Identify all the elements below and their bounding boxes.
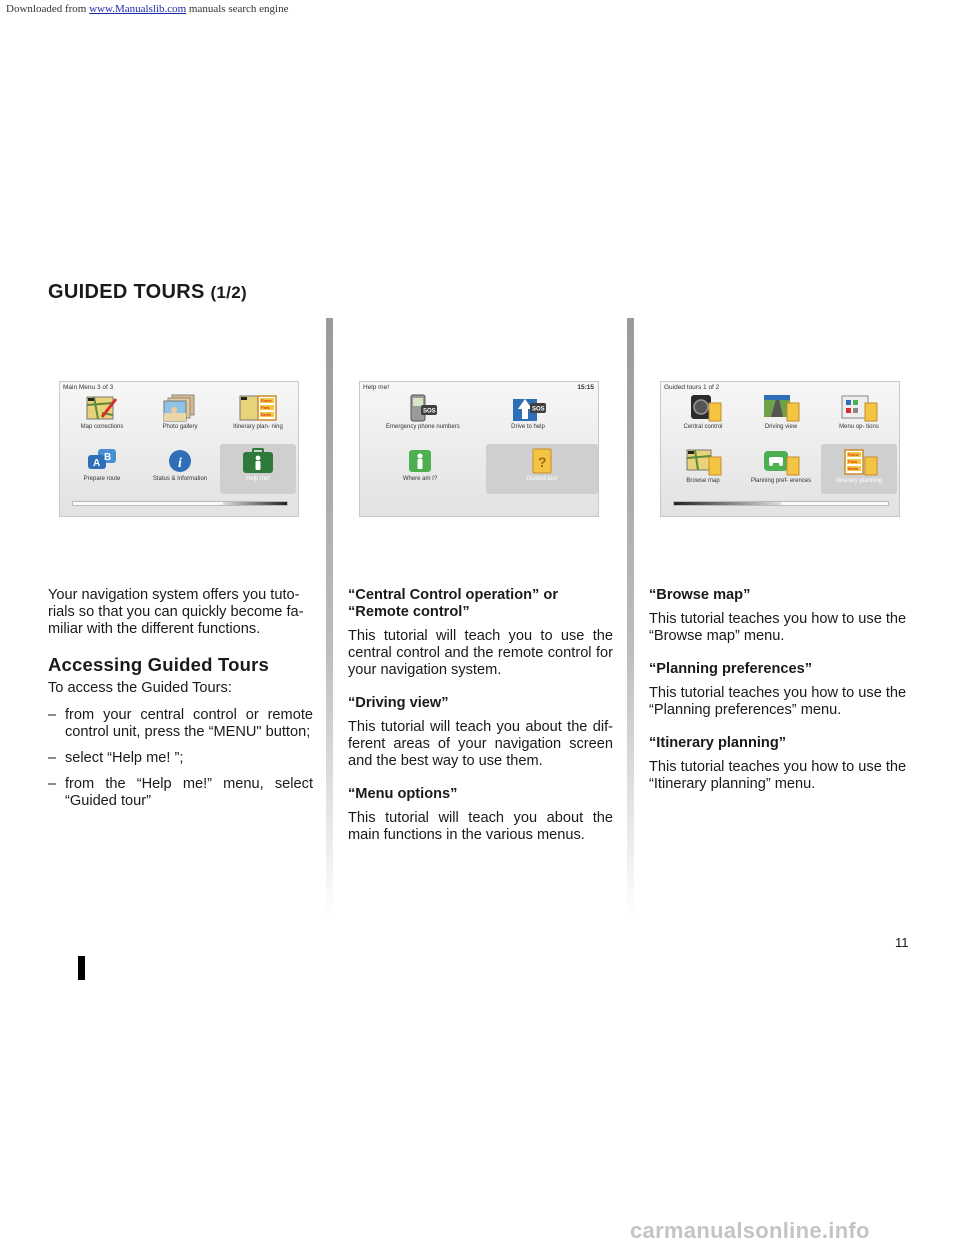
tile-emergency-phone-numbers[interactable]: SOS Emergency phone numbers xyxy=(376,390,466,440)
tile-where-am-i[interactable]: Where am I? xyxy=(382,444,458,494)
page-indicator: (1/2) xyxy=(210,283,247,302)
tile-browse-map[interactable]: Browse map xyxy=(665,444,741,494)
tutorial-heading: “Planning preferences” xyxy=(649,661,813,677)
screen-header: Main Menu 3 of 3 xyxy=(63,384,114,391)
browse-map-icon xyxy=(683,447,723,477)
tutorial-description: This tutorial teaches you how to use the “Browse map” menu. xyxy=(649,611,907,644)
tutorial-description: This tutorial will teach you about the main functions in the various menus. xyxy=(348,810,613,843)
screen-clock: 15:15 xyxy=(577,384,594,391)
tile-drive-to-help[interactable]: SOS Drive to help xyxy=(490,390,566,440)
planning-preferences-icon xyxy=(761,447,801,477)
prepare-route-icon xyxy=(84,447,120,475)
question-mark: ? xyxy=(538,454,547,470)
menu-progress-bar xyxy=(72,501,288,506)
page-number: 11 xyxy=(895,935,909,950)
step-item: – from the “Help me!” menu, select “Guided tour” xyxy=(48,776,313,809)
tile-central-control[interactable]: Central control xyxy=(665,390,741,440)
manualslib-link[interactable]: www.Manualslib.com xyxy=(89,3,187,15)
tile-menu-options[interactable]: Menu op- tions xyxy=(821,390,897,440)
info-icon xyxy=(165,447,195,475)
central-control-icon xyxy=(683,393,723,423)
intro-paragraph: Your navigation system offers you tuto- rials so that you can quickly become fa- miliar with the different functions. xyxy=(48,587,304,637)
route-b-label: B xyxy=(104,452,112,463)
tutorial-heading: “Driving view” xyxy=(348,695,449,711)
tutorial-heading: “Itinerary planning” xyxy=(649,735,787,751)
section-marker xyxy=(78,956,85,980)
step-item: – from your central control or remote control unit, press the “MENU" button; xyxy=(48,707,313,740)
city-label-berlin-tour: Berlin xyxy=(848,466,859,471)
screen-header: Guided tours 1 of 2 xyxy=(664,384,720,391)
right-column xyxy=(649,587,914,809)
tutorial-description: This tutorial will teach you about the dif- ferent areas of your navigation screen and the best way to use them. xyxy=(348,719,613,769)
tile-status-information[interactable]: i Status & Information xyxy=(142,444,218,494)
column-divider-right xyxy=(627,318,634,918)
sos-label: SOS xyxy=(423,408,436,415)
city-label-berlin: Berlin xyxy=(261,412,272,417)
tile-photo-gallery[interactable]: Photo gallery xyxy=(142,390,218,440)
screen-header: Help me! xyxy=(363,384,390,391)
page-title: GUIDED TOURS (1/2) xyxy=(48,281,247,303)
tile-guided-tour[interactable]: ? Guided tour xyxy=(486,444,598,494)
tile-planning-preferences[interactable]: Planning pref- erences xyxy=(743,444,819,494)
itinerary-planning-tour-icon xyxy=(839,447,879,477)
section-title: Accessing Guided Tours xyxy=(48,654,269,675)
step-item: – select “Help me! ”; xyxy=(48,750,184,766)
tutorial-heading: “Menu options” xyxy=(348,786,458,802)
driving-view-icon xyxy=(761,393,801,423)
screenshot-help-me xyxy=(359,381,599,517)
lead-text: To access the Guided Tours: xyxy=(48,680,232,696)
where-am-i-icon xyxy=(405,447,435,475)
screenshot-main-menu xyxy=(59,381,299,517)
photo-gallery-icon xyxy=(162,393,198,423)
tours-progress-bar xyxy=(673,501,889,506)
screenshot-guided-tours xyxy=(660,381,900,517)
info-glyph: i xyxy=(178,456,182,471)
menu-options-icon xyxy=(839,393,879,423)
itinerary-planning-icon xyxy=(238,393,278,423)
city-label-paris-tour: Paris xyxy=(848,459,858,464)
tile-itinerary-planning[interactable]: Rome Paris Berlin Itinerary plan- ning xyxy=(220,390,296,440)
help-me-icon xyxy=(240,447,276,475)
tile-prepare-route[interactable]: A B Prepare route xyxy=(64,444,140,494)
tile-driving-view[interactable]: Driving view xyxy=(743,390,819,440)
guided-tour-icon xyxy=(527,447,557,475)
watermark: carmanualsonline.info xyxy=(630,1218,870,1243)
map-corrections-icon xyxy=(84,393,120,423)
tutorial-description: This tutorial teaches you how to use the “Planning preferences” menu. xyxy=(649,685,907,718)
middle-column xyxy=(348,587,613,860)
city-label-rome: Rome xyxy=(261,398,272,403)
drive-to-help-icon xyxy=(508,393,548,423)
tile-help-me[interactable]: Help me! xyxy=(220,444,296,494)
city-label-paris: Paris xyxy=(261,405,271,410)
tile-itinerary-planning-tour[interactable]: Rome Paris Berlin Itinerary planning xyxy=(821,444,897,494)
tutorial-description: This tutorial teaches you how to use the “Itinerary planning” menu. xyxy=(649,759,907,792)
sos-label-drive: SOS xyxy=(532,406,545,413)
download-source-note: Downloaded from www.Manualslib.com manuals search engine xyxy=(6,3,289,15)
route-a-label: A xyxy=(93,458,101,469)
tile-map-corrections[interactable]: Map corrections xyxy=(64,390,140,440)
tutorial-heading: “Browse map” xyxy=(649,587,751,603)
emergency-phone-icon xyxy=(403,393,439,423)
tutorial-heading: “Central Control operation” or “Remote control” xyxy=(348,587,558,620)
tutorial-description: This tutorial will teach you to use the central control and the remote control for your navigation system. xyxy=(348,628,613,678)
column-divider-left xyxy=(326,318,333,918)
city-label-rome-tour: Rome xyxy=(848,452,859,457)
left-column xyxy=(48,587,313,819)
